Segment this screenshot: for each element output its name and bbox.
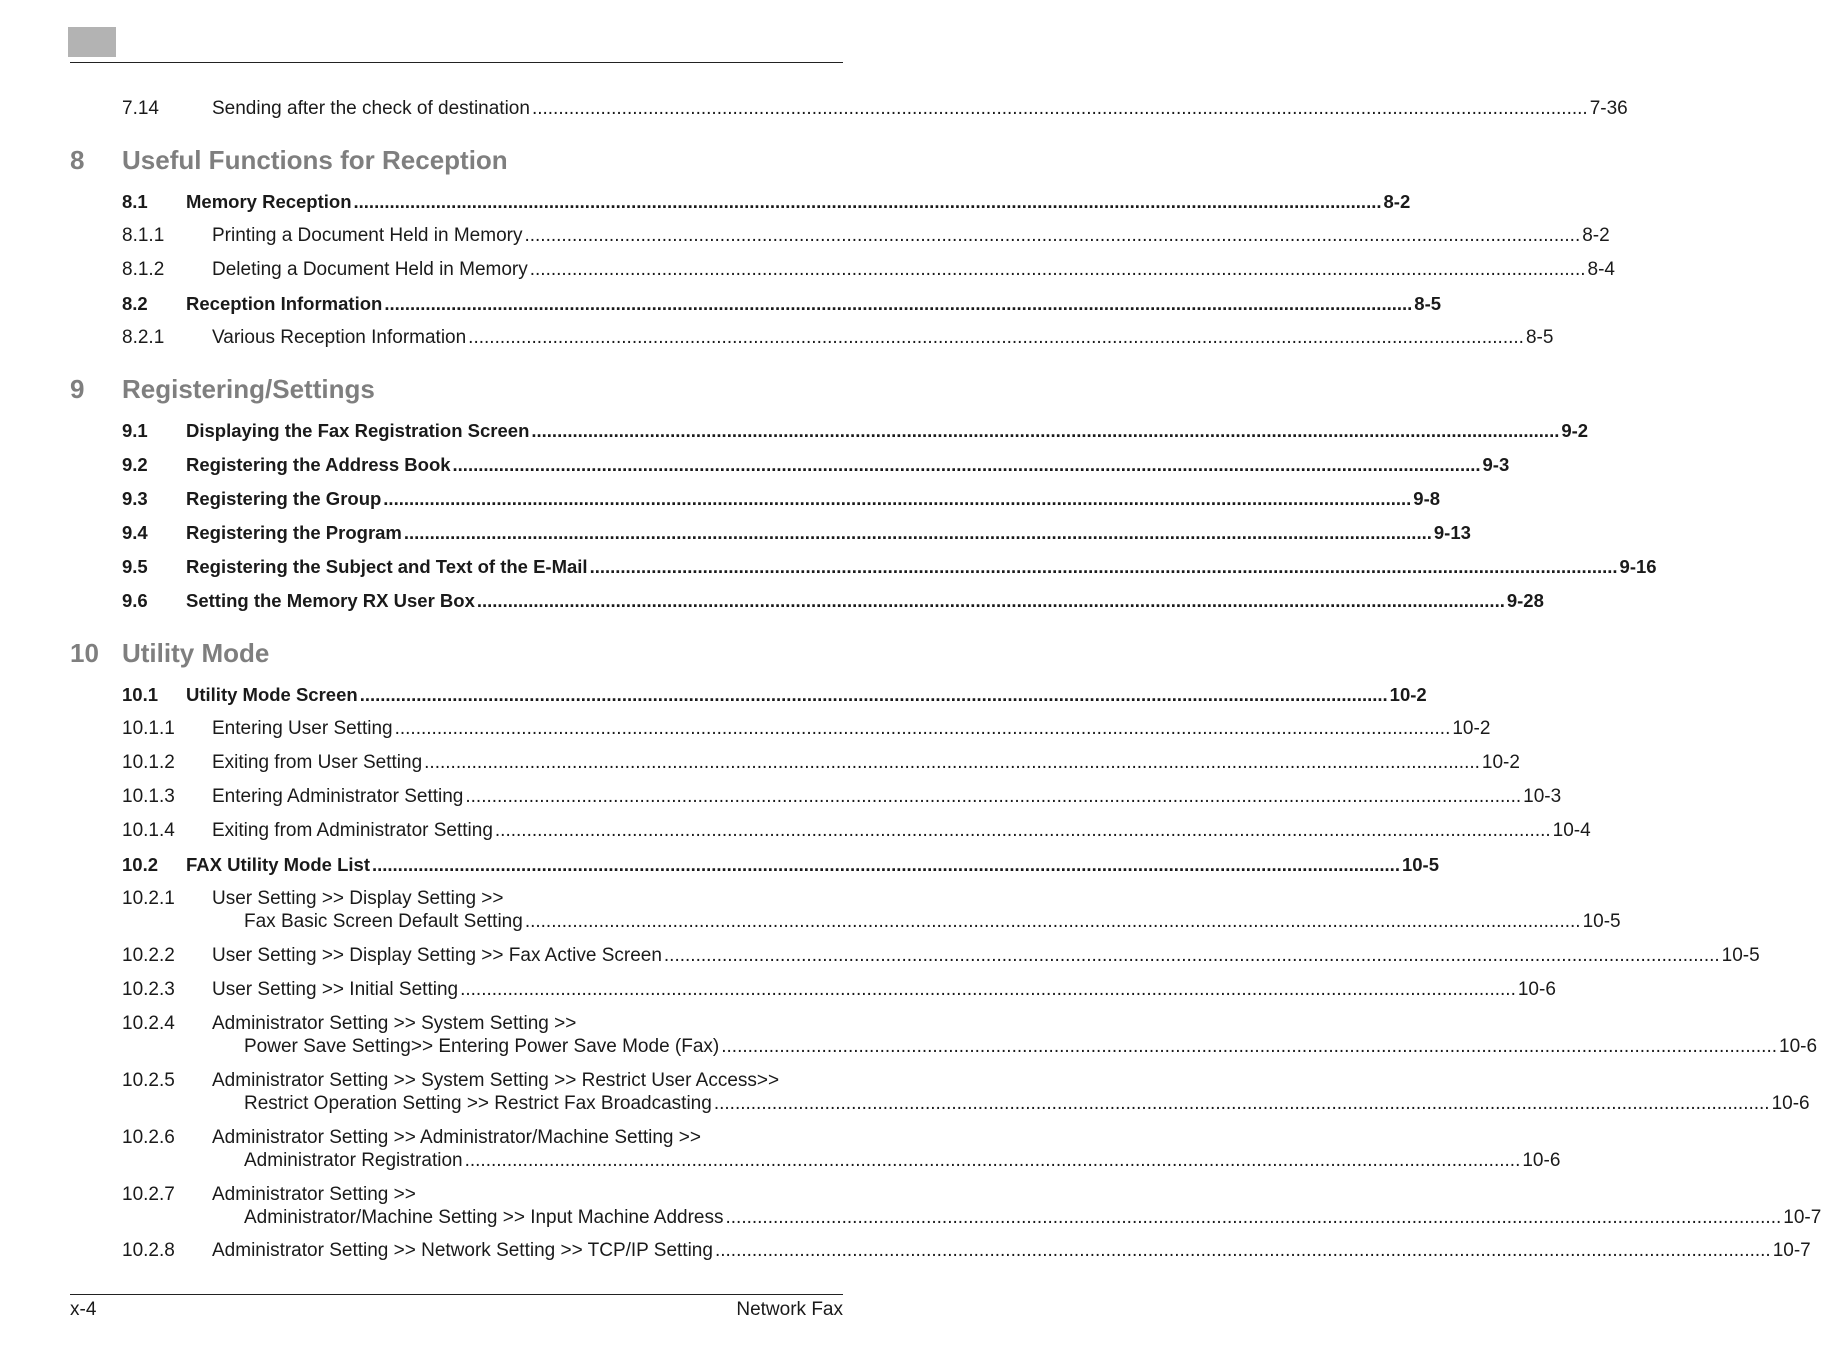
chapter-title: Registering/Settings <box>122 374 375 404</box>
toc-entry-title: Registering the Subject and Text of the E-Mail <box>186 556 588 577</box>
toc-entry-number: 7.14 <box>122 98 159 119</box>
toc-entry-page: 10-6 <box>1779 1036 1818 1057</box>
toc-entry-number: 8.1.2 <box>122 259 165 280</box>
toc-entry-number: 10.1.4 <box>122 820 175 841</box>
dot-leader <box>372 853 1400 876</box>
dot-leader <box>404 521 1432 544</box>
toc-entry-page: 10-2 <box>1452 718 1491 739</box>
toc-entry-title: Entering User Setting <box>212 718 393 739</box>
toc-entry-title: Registering the Group <box>186 488 382 509</box>
dot-leader <box>495 819 1551 842</box>
toc-entry-title: Deleting a Document Held in Memory <box>212 259 528 280</box>
toc-entry-page: 10-6 <box>1522 1150 1561 1171</box>
toc-entry-title: Sending after the check of destination <box>212 98 530 119</box>
footer-book-title: Network Fax <box>736 1299 843 1320</box>
toc-entry[interactable] <box>122 521 1471 544</box>
toc-entry-title-continued: Restrict Operation Setting >> Restrict Fax Broadcasting <box>244 1093 712 1114</box>
footer-rule <box>70 1294 843 1295</box>
dot-leader <box>465 1149 1521 1172</box>
toc-entry-title: Various Reception Information <box>212 327 467 348</box>
dot-leader <box>725 1206 1781 1229</box>
dot-leader <box>715 1239 1771 1262</box>
toc-entry-page: 10-3 <box>1523 786 1562 807</box>
toc-entry[interactable] <box>122 785 1562 808</box>
toc-entry-page: 10-5 <box>1401 854 1439 875</box>
toc-entry[interactable] <box>122 419 1589 442</box>
dot-leader <box>530 258 1586 281</box>
toc-entry-number: 8.2.1 <box>122 327 165 348</box>
chapter-heading[interactable] <box>70 638 269 668</box>
dot-leader <box>384 292 1412 315</box>
toc-entry-title: Exiting from Administrator Setting <box>212 820 493 841</box>
toc-entry-number: 10.2.6 <box>122 1127 175 1148</box>
toc-entry-number: 10.1.3 <box>122 786 175 807</box>
footer-page-number: x-4 <box>70 1299 97 1320</box>
toc-entry-title: Administrator Setting >> System Setting >> <box>212 1013 577 1034</box>
toc-entry-page: 8-2 <box>1582 225 1610 246</box>
toc-entry[interactable] <box>122 853 1439 876</box>
toc-entry-number: 10.2.4 <box>122 1013 175 1034</box>
toc-entry-title: Administrator Setting >> <box>212 1184 416 1205</box>
toc-entry-title: Displaying the Fax Registration Screen <box>186 420 530 441</box>
toc-entry[interactable] <box>122 1126 1561 1172</box>
toc-entry[interactable] <box>122 258 1615 281</box>
toc-entry[interactable] <box>122 589 1544 612</box>
dot-leader <box>453 453 1481 476</box>
toc-entry-number: 9.4 <box>122 522 148 543</box>
header-rule <box>70 62 843 63</box>
dot-leader <box>468 326 1524 349</box>
toc-entry[interactable] <box>122 1183 1821 1229</box>
dot-leader <box>524 224 1580 247</box>
toc-entry-page: 10-7 <box>1772 1240 1811 1261</box>
chapter-heading[interactable] <box>70 374 375 404</box>
dot-leader <box>360 683 1388 706</box>
toc-entry-title: Registering the Address Book <box>186 454 451 475</box>
toc-entry-page: 9-8 <box>1413 488 1441 509</box>
toc-entry-title: Exiting from User Setting <box>212 752 423 773</box>
dot-leader <box>354 190 1382 213</box>
toc-entry-page: 10-4 <box>1552 820 1591 841</box>
toc-entry-number: 9.1 <box>122 420 148 441</box>
dot-leader <box>721 1035 1777 1058</box>
page-tab <box>68 27 116 57</box>
toc-entry-page: 9-2 <box>1561 420 1589 441</box>
chapter-number: 10 <box>70 638 99 668</box>
dot-leader <box>395 717 1451 740</box>
dot-leader <box>424 751 1480 774</box>
toc-entry-number: 10.2.5 <box>122 1070 175 1091</box>
toc-entry[interactable] <box>122 224 1610 247</box>
toc-entry-title: Reception Information <box>186 293 383 314</box>
toc-entry[interactable] <box>122 555 1657 578</box>
toc-entry-page: 8-4 <box>1587 259 1615 280</box>
toc-entry-page: 8-2 <box>1383 191 1411 212</box>
chapter-title: Useful Functions for Reception <box>122 145 508 175</box>
toc-entry-number: 10.1 <box>122 684 159 705</box>
toc-entry-title: FAX Utility Mode List <box>186 854 370 875</box>
toc-entry[interactable] <box>122 292 1442 315</box>
toc-entry-title-continued: Power Save Setting>> Entering Power Save Mode (Fax) <box>244 1036 720 1057</box>
toc-entry-title: Memory Reception <box>186 191 352 212</box>
toc-entry-number: 9.5 <box>122 556 148 577</box>
dot-leader <box>383 487 1411 510</box>
dot-leader <box>714 1092 1770 1115</box>
toc-entry-title-continued: Administrator/Machine Setting >> Input Machine Address <box>244 1207 724 1228</box>
toc-entry-title: Registering the Program <box>186 522 402 543</box>
toc-entry-title: Setting the Memory RX User Box <box>186 590 475 611</box>
toc-entry[interactable] <box>122 1239 1811 1262</box>
toc-entry-page: 9-13 <box>1433 522 1471 543</box>
toc-entry-number: 9.6 <box>122 590 148 611</box>
chapter-number: 9 <box>70 374 85 404</box>
toc-entry[interactable] <box>122 1012 1818 1058</box>
toc-entry-page: 10-5 <box>1721 945 1760 966</box>
toc-entry[interactable] <box>122 717 1491 740</box>
dot-leader <box>465 785 1521 808</box>
toc-entry-number: 10.1.2 <box>122 752 175 773</box>
toc-entry-title: Entering Administrator Setting <box>212 786 464 807</box>
toc-entry-page: 8-5 <box>1414 293 1442 314</box>
toc-entry-number: 10.2.2 <box>122 945 175 966</box>
toc-entry-page: 9-16 <box>1619 556 1657 577</box>
toc-entry-title: Utility Mode Screen <box>186 684 358 705</box>
toc-entry[interactable] <box>122 819 1591 842</box>
toc-entry-number: 10.2.3 <box>122 979 175 1000</box>
toc-entry-title: Printing a Document Held in Memory <box>212 225 523 246</box>
toc-entry-title: User Setting >> Display Setting >> <box>212 888 504 909</box>
toc-entry-page: 10-6 <box>1771 1093 1810 1114</box>
toc-entry[interactable] <box>122 97 1628 120</box>
dot-leader <box>664 944 1720 967</box>
toc-entry-number: 8.1 <box>122 191 148 212</box>
toc-entry-title: Administrator Setting >> Network Setting >> TCP/IP Setting <box>212 1240 713 1261</box>
toc-entry-title-continued: Administrator Registration <box>244 1150 463 1171</box>
toc-entry-number: 10.2 <box>122 854 159 875</box>
toc-entry-number: 10.2.7 <box>122 1184 175 1205</box>
toc-entry-page: 10-7 <box>1783 1207 1821 1228</box>
toc-entry-title: User Setting >> Display Setting >> Fax Active Screen <box>212 945 662 966</box>
toc-entry-number: 10.1.1 <box>122 718 175 739</box>
toc-entry-page: 9-28 <box>1506 590 1544 611</box>
chapter-heading[interactable] <box>70 145 508 175</box>
toc-entry[interactable] <box>122 487 1441 510</box>
dot-leader <box>531 419 1559 442</box>
toc-entry[interactable] <box>122 190 1411 213</box>
toc-entry-title: Administrator Setting >> System Setting >> Restrict User Access>> <box>212 1070 780 1091</box>
toc-entry[interactable] <box>122 326 1554 349</box>
toc-entry-number: 10.2.8 <box>122 1240 175 1261</box>
toc-entry[interactable] <box>122 1069 1810 1115</box>
toc-entry-title-continued: Fax Basic Screen Default Setting <box>244 911 523 932</box>
dot-leader <box>477 589 1505 612</box>
toc-entry[interactable] <box>122 751 1520 774</box>
toc-entry-page: 10-2 <box>1481 752 1520 773</box>
dot-leader <box>532 97 1588 120</box>
toc-entry[interactable] <box>122 944 1760 967</box>
toc-entry-page: 9-3 <box>1482 454 1510 475</box>
toc-entry[interactable] <box>122 978 1556 1001</box>
toc-entry-page: 8-5 <box>1525 327 1554 348</box>
dot-leader <box>590 555 1618 578</box>
toc-entry-title: User Setting >> Initial Setting <box>212 979 459 1000</box>
toc-entry[interactable] <box>122 887 1621 933</box>
chapter-title: Utility Mode <box>122 638 270 668</box>
toc-entry-page: 10-2 <box>1389 684 1427 705</box>
chapter-number: 8 <box>70 145 85 175</box>
dot-leader <box>460 978 1516 1001</box>
toc-entry-number: 9.2 <box>122 454 148 475</box>
toc-entry-number: 9.3 <box>122 488 148 509</box>
toc-entry-number: 8.2 <box>122 293 148 314</box>
toc-entry[interactable] <box>122 453 1510 476</box>
toc-entry-page: 10-5 <box>1582 911 1621 932</box>
toc-entry-number: 10.2.1 <box>122 888 175 909</box>
toc-entry-page: 7-36 <box>1589 98 1628 119</box>
toc-entry-page: 10-6 <box>1517 979 1556 1000</box>
dot-leader <box>525 910 1581 933</box>
toc-entry-number: 8.1.1 <box>122 225 165 246</box>
toc-entry-title: Administrator Setting >> Administrator/Machine Setting >> <box>212 1127 701 1148</box>
toc-entry[interactable] <box>122 683 1427 706</box>
